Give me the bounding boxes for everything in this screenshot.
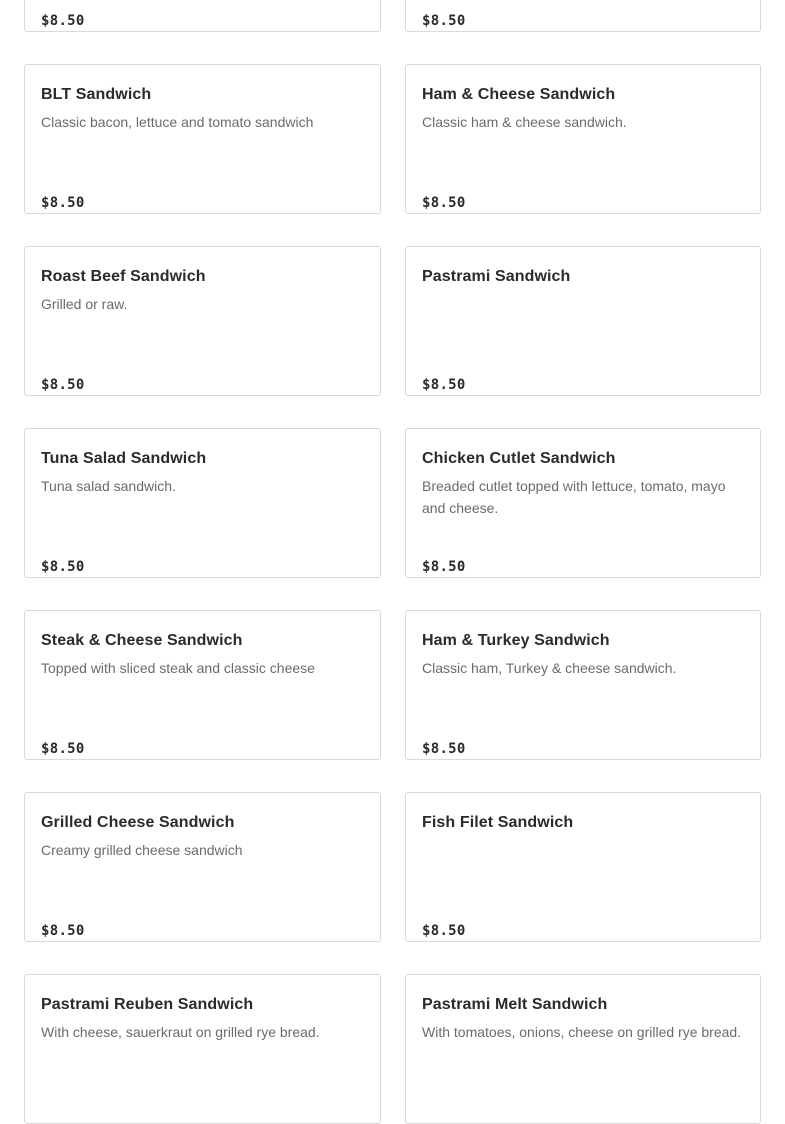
menu-item-name: Ham & Cheese Sandwich [422, 86, 616, 103]
menu-item-name: Steak & Cheese Sandwich [41, 632, 243, 649]
menu-item-description: Creamy grilled cheese sandwich [41, 842, 243, 858]
menu-item-name: Ham & Turkey Sandwich [422, 632, 610, 649]
menu-item-price: $8.50 [422, 195, 466, 211]
menu-item-card[interactable] [405, 246, 761, 396]
menu-item-card[interactable] [405, 428, 761, 578]
menu-item-price: $8.50 [422, 377, 466, 393]
menu-item-name: Pastrami Melt Sandwich [422, 996, 608, 1013]
menu-item-name: Fish Filet Sandwich [422, 814, 574, 831]
menu-item-card[interactable] [24, 610, 381, 760]
menu-item-card[interactable] [405, 0, 761, 32]
menu-item-description: Grilled or raw. [41, 296, 128, 312]
menu-item-name: Pastrami Sandwich [422, 268, 571, 285]
menu-item-name: Pastrami Reuben Sandwich [41, 996, 254, 1013]
menu-item-description: Classic ham, Turkey & cheese sandwich. [422, 660, 677, 676]
menu-item-card[interactable] [24, 974, 381, 1124]
menu-item-card[interactable] [405, 64, 761, 214]
menu-item-description: Breaded cutlet topped with lettuce, tomato, mayo and cheese. [422, 478, 726, 516]
menu-item-name: Chicken Cutlet Sandwich [422, 450, 616, 467]
menu-item-price: $8.50 [422, 559, 466, 575]
menu-item-card[interactable] [24, 64, 381, 214]
menu-item-name: Grilled Cheese Sandwich [41, 814, 235, 831]
menu-item-card[interactable] [405, 792, 761, 942]
menu-item-description: With tomatoes, onions, cheese on grilled rye bread. [422, 1024, 742, 1040]
menu-item-price: $8.50 [41, 741, 85, 757]
menu-item-card[interactable] [24, 428, 381, 578]
menu-item-description: Tuna salad sandwich. [41, 478, 176, 494]
menu-item-price: $8.50 [422, 923, 466, 939]
menu-item-card[interactable] [24, 0, 381, 32]
menu-item-description: Classic bacon, lettuce and tomato sandwich [41, 114, 314, 130]
menu-item-name: Roast Beef Sandwich [41, 268, 206, 285]
menu-item-name: Tuna Salad Sandwich [41, 450, 207, 467]
menu-item-description: Topped with sliced steak and classic cheese [41, 660, 315, 676]
menu-item-name: BLT Sandwich [41, 86, 152, 103]
menu-item-price: $8.50 [422, 13, 466, 29]
menu-item-price: $8.50 [422, 741, 466, 757]
menu-item-price: $8.50 [41, 923, 85, 939]
menu-item-price: $8.50 [41, 13, 85, 29]
menu-item-price: $8.50 [41, 559, 85, 575]
menu-item-description: Classic ham & cheese sandwich. [422, 114, 627, 130]
menu-item-card[interactable] [24, 246, 381, 396]
menu-item-card[interactable] [405, 610, 761, 760]
menu-item-price: $8.50 [41, 195, 85, 211]
menu-item-description: With cheese, sauerkraut on grilled rye bread. [41, 1024, 320, 1040]
menu-item-grid [24, 0, 761, 1124]
menu-item-card[interactable] [24, 792, 381, 942]
menu-item-price: $8.50 [41, 377, 85, 393]
menu-item-card[interactable] [405, 974, 761, 1124]
